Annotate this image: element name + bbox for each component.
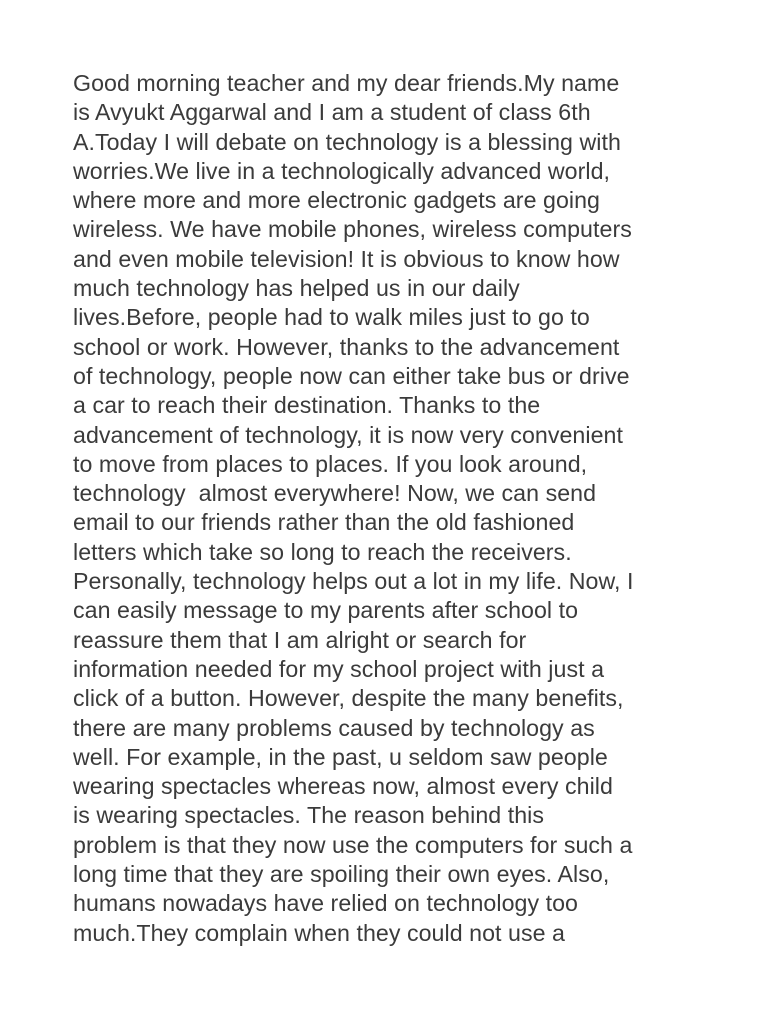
text-line-14: to move from places to places. If you look around, — [73, 450, 588, 477]
text-line-30: much.They complain when they could not use a — [73, 919, 565, 946]
text-line-21: information needed for my school project with just a — [73, 655, 605, 682]
text-line-11: of technology, people now can either take bus or drive — [73, 362, 630, 389]
essay-text — [73, 69, 733, 948]
text-line-3: A.Today I will debate on technology is a blessing with — [73, 128, 621, 155]
text-line-26: is wearing spectacles. The reason behind this — [73, 802, 544, 829]
text-line-27: problem is that they now use the computers for such a — [73, 831, 633, 858]
text-line-9: lives.Before, people had to walk miles just to go to — [73, 304, 590, 331]
text-line-29: humans nowadays have relied on technology too — [73, 890, 578, 917]
text-line-28: long time that they are spoiling their own eyes. Also, — [73, 861, 610, 888]
text-line-20: reassure them that I am alright or search for — [73, 626, 527, 653]
text-line-19: can easily message to my parents after school to — [73, 597, 579, 624]
text-line-17: letters which take so long to reach the receivers. — [73, 538, 572, 565]
text-line-1: Good morning teacher and my dear friends.My name — [73, 70, 620, 96]
text-line-6: wireless. We have mobile phones, wireless computers — [73, 216, 632, 243]
text-line-2: is Avyukt Aggarwal and I am a student of class 6th — [73, 99, 591, 126]
text-line-25: wearing spectacles whereas now, almost every child — [73, 773, 613, 800]
text-line-12: a car to reach their destination. Thanks to the — [73, 392, 541, 419]
text-line-15: technology almost everywhere! Now, we can send — [73, 480, 597, 507]
text-line-22: click of a button. However, despite the many benefits, — [73, 685, 624, 712]
text-line-18: Personally, technology helps out a lot in my life. Now, I — [73, 568, 634, 595]
text-line-23: there are many problems caused by technology as — [73, 714, 595, 741]
text-line-4: worries.We live in a technologically advanced world, — [73, 157, 611, 184]
text-line-5: where more and more electronic gadgets are going — [73, 187, 600, 214]
text-line-24: well. For example, in the past, u seldom saw people — [73, 743, 608, 770]
text-line-7: and even mobile television! It is obvious to know how — [73, 245, 620, 272]
text-line-8: much technology has helped us in our daily — [73, 275, 520, 302]
text-line-10: school or work. However, thanks to the advancement — [73, 333, 620, 360]
text-line-16: email to our friends rather than the old fashioned — [73, 509, 575, 536]
text-line-13: advancement of technology, it is now very convenient — [73, 421, 623, 448]
